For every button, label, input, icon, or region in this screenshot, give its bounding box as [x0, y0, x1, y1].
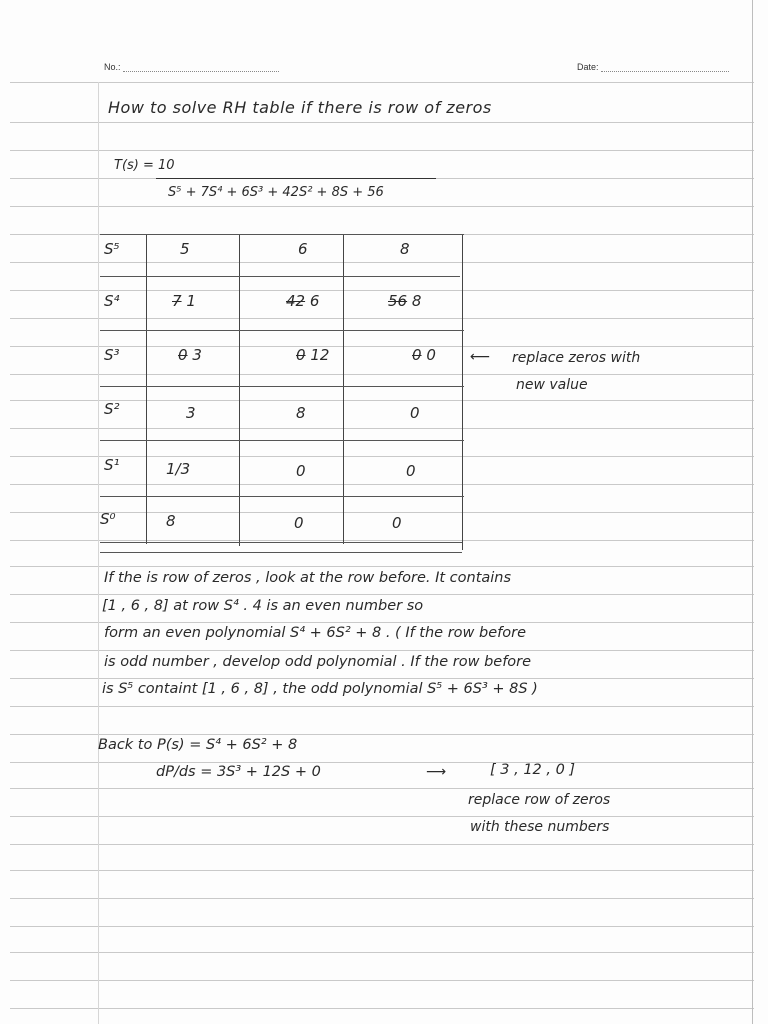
coefficient-result: [ 3 , 12 , 0 ]	[490, 762, 576, 778]
table-row-divider	[100, 234, 464, 235]
right-arrow-icon: ⟶	[426, 764, 447, 780]
table-cell: 3	[186, 404, 196, 422]
ruled-line	[10, 594, 754, 595]
routh-hurwitz-table	[100, 234, 464, 554]
table-row-divider	[100, 276, 460, 277]
replaced-value: 6	[309, 292, 320, 310]
table-column-divider	[343, 234, 344, 544]
ruled-line	[10, 650, 754, 651]
ruled-line	[10, 734, 754, 735]
polynomial-line: Back to P(s) = S⁴ + 6S² + 8	[98, 737, 298, 753]
ruled-line	[10, 926, 754, 927]
table-row-divider	[100, 496, 464, 497]
struck-value: 42	[286, 292, 306, 310]
explanation-line: is S⁵ containt [1 , 6 , 8] , the odd polynomial S⁵ + 6S³ + 8S )	[102, 681, 538, 697]
row-label: S⁵	[104, 240, 120, 258]
explanation-line: is odd number , develop odd polynomial . If the row before	[104, 654, 532, 670]
date-field	[577, 62, 729, 72]
table-cell	[412, 346, 436, 364]
table-cell: 1/3	[166, 460, 191, 478]
table-cell	[178, 346, 202, 364]
page-title: How to solve RH table if there is row of zeros	[108, 98, 492, 117]
no-field	[104, 62, 279, 72]
explanation-line: [1 , 6 , 8] at row S⁴ . 4 is an even number so	[102, 598, 424, 614]
page-edge	[752, 0, 753, 1024]
ruled-line	[10, 980, 754, 981]
replaced-value: 1	[186, 292, 196, 310]
ruled-line	[10, 122, 754, 123]
table-cell: 5	[180, 240, 190, 258]
table-cell: 6	[298, 240, 308, 258]
ruled-line	[10, 622, 754, 623]
left-arrow-icon: ⟵	[470, 349, 491, 365]
ruled-line	[10, 82, 754, 83]
ruled-line	[10, 788, 754, 789]
transfer-function-numerator: T(s) = 10	[114, 158, 175, 173]
table-cell: 0	[406, 462, 416, 480]
replaced-value: 8	[411, 292, 422, 310]
ruled-line	[10, 206, 754, 207]
struck-value: 0	[178, 346, 188, 364]
table-cell	[388, 292, 421, 310]
ruled-line	[10, 150, 754, 151]
date-label: Date:	[577, 62, 599, 72]
table-column-divider	[462, 234, 463, 550]
ruled-line	[10, 566, 754, 567]
table-cell	[296, 346, 329, 364]
table-column-divider	[239, 234, 240, 546]
table-row-divider	[100, 552, 462, 553]
table-cell: 0	[392, 514, 402, 532]
row-label: S⁰	[100, 510, 116, 528]
row-label: S²	[104, 400, 120, 418]
result-note-line: with these numbers	[470, 819, 610, 835]
margin-line	[98, 82, 99, 1024]
replaced-value: 3	[192, 346, 202, 364]
table-row-divider	[100, 330, 464, 331]
transfer-function-denominator: S⁵ + 7S⁴ + 6S³ + 42S² + 8S + 56	[168, 185, 384, 200]
table-cell	[286, 292, 319, 310]
derivative-line: dP/ds = 3S³ + 12S + 0	[156, 764, 321, 780]
struck-value: 0	[412, 346, 422, 364]
table-row-divider	[100, 440, 464, 441]
table-cell: 8	[400, 240, 410, 258]
ruled-line	[10, 870, 754, 871]
ruled-line	[10, 898, 754, 899]
annotation-line: replace zeros with	[512, 350, 641, 366]
struck-value: 0	[296, 346, 306, 364]
table-cell: 0	[296, 462, 306, 480]
row-label: S¹	[104, 456, 120, 474]
no-label: No.:	[104, 62, 121, 72]
result-note-line: replace row of zeros	[468, 792, 611, 808]
ruled-line	[10, 706, 754, 707]
struck-value: 7	[172, 292, 182, 310]
table-cell: 0	[294, 514, 304, 532]
explanation-line: If the is row of zeros , look at the row before. It contains	[104, 570, 512, 586]
annotation-line: new value	[516, 377, 588, 393]
ruled-line	[10, 952, 754, 953]
date-blank	[601, 71, 729, 72]
replaced-value: 0	[426, 346, 436, 364]
explanation-line: form an even polynomial S⁴ + 6S² + 8 . ( If the row before	[104, 625, 526, 641]
table-cell: 0	[410, 404, 420, 422]
table-column-divider	[146, 234, 147, 544]
table-row-divider	[100, 386, 464, 387]
row-label: S³	[104, 346, 120, 364]
table-row-divider	[100, 542, 462, 543]
replaced-value: 12	[310, 346, 330, 364]
struck-value: 56	[388, 292, 408, 310]
ruled-line	[10, 762, 754, 763]
table-cell: 8	[166, 512, 176, 530]
ruled-line	[10, 678, 754, 679]
table-cell: 8	[296, 404, 306, 422]
ruled-line	[10, 844, 754, 845]
ruled-line	[10, 816, 754, 817]
row-label: S⁴	[104, 292, 120, 310]
table-cell	[172, 292, 196, 310]
ruled-line	[10, 1008, 754, 1009]
fraction-bar	[156, 178, 436, 179]
no-blank	[123, 71, 279, 72]
